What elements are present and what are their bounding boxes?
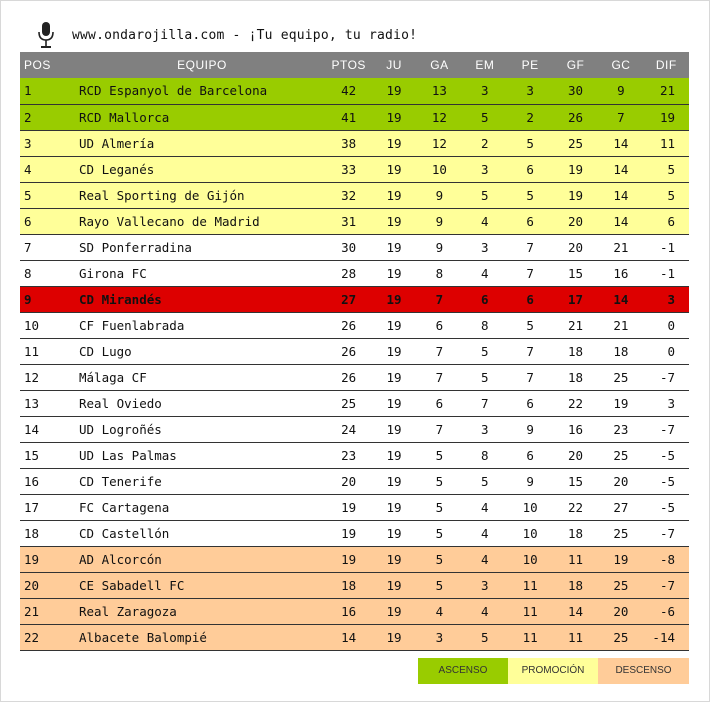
cell-gc: 14 xyxy=(598,130,643,156)
cell-dif: -14 xyxy=(644,624,689,650)
cell-ga: 7 xyxy=(417,286,462,312)
table-row xyxy=(20,416,689,442)
col-header-team: EQUIPO xyxy=(177,58,227,72)
cell-dif: 11 xyxy=(644,130,689,156)
cell-ptos: 41 xyxy=(326,104,371,130)
cell-ju: 19 xyxy=(371,130,416,156)
cell-pe: 5 xyxy=(508,182,553,208)
cell-ga: 5 xyxy=(417,442,462,468)
cell-ju: 19 xyxy=(371,546,416,572)
cell-pe: 6 xyxy=(508,286,553,312)
table-row xyxy=(20,260,689,286)
cell-pe: 10 xyxy=(508,520,553,546)
cell-pe: 7 xyxy=(508,234,553,260)
cell-ga: 7 xyxy=(417,338,462,364)
cell-gc: 25 xyxy=(598,624,643,650)
cell-gc: 23 xyxy=(598,416,643,442)
cell-em: 4 xyxy=(462,598,507,624)
cell-pos: 16 xyxy=(20,468,75,494)
cell-dif: -5 xyxy=(644,494,689,520)
cell-dif: 21 xyxy=(644,78,689,104)
cell-team: RCD Mallorca xyxy=(75,104,326,130)
cell-gf: 20 xyxy=(553,234,598,260)
cell-pe: 6 xyxy=(508,208,553,234)
cell-gf: 18 xyxy=(553,338,598,364)
cell-pos: 20 xyxy=(20,572,75,598)
col-header-ptos: PTOS xyxy=(331,58,366,72)
cell-em: 3 xyxy=(462,572,507,598)
cell-dif: 3 xyxy=(644,286,689,312)
cell-dif: 0 xyxy=(644,338,689,364)
table-row xyxy=(20,390,689,416)
cell-pos: 2 xyxy=(20,104,75,130)
table-row xyxy=(20,468,689,494)
cell-ju: 19 xyxy=(371,104,416,130)
cell-ju: 19 xyxy=(371,234,416,260)
cell-gc: 21 xyxy=(598,312,643,338)
cell-ju: 19 xyxy=(371,468,416,494)
table-row xyxy=(20,208,689,234)
cell-pe: 11 xyxy=(508,624,553,650)
cell-ju: 19 xyxy=(371,182,416,208)
site-title: www.ondarojilla.com - ¡Tu equipo, tu radio! xyxy=(72,27,418,43)
cell-ptos: 16 xyxy=(326,598,371,624)
cell-ga: 5 xyxy=(417,468,462,494)
cell-ga: 6 xyxy=(417,390,462,416)
cell-em: 8 xyxy=(462,312,507,338)
legend-promocion: PROMOCIÓN xyxy=(508,658,598,684)
cell-pos: 22 xyxy=(20,624,75,650)
cell-em: 5 xyxy=(462,104,507,130)
cell-ptos: 26 xyxy=(326,364,371,390)
cell-dif: -7 xyxy=(644,416,689,442)
cell-pe: 2 xyxy=(508,104,553,130)
standings-table xyxy=(20,52,689,651)
cell-ju: 19 xyxy=(371,442,416,468)
cell-team: SD Ponferradina xyxy=(75,234,326,260)
cell-dif: -7 xyxy=(644,364,689,390)
cell-dif: 19 xyxy=(644,104,689,130)
cell-pos: 5 xyxy=(20,182,75,208)
cell-gc: 21 xyxy=(598,234,643,260)
cell-ju: 19 xyxy=(371,364,416,390)
cell-team: UD Las Palmas xyxy=(75,442,326,468)
cell-pos: 14 xyxy=(20,416,75,442)
cell-ga: 5 xyxy=(417,546,462,572)
table-row xyxy=(20,546,689,572)
cell-em: 5 xyxy=(462,624,507,650)
cell-ju: 19 xyxy=(371,572,416,598)
cell-gf: 16 xyxy=(553,416,598,442)
cell-gf: 20 xyxy=(553,442,598,468)
cell-em: 2 xyxy=(462,130,507,156)
cell-pe: 9 xyxy=(508,416,553,442)
col-header-dif: DIF xyxy=(655,58,677,72)
table-row xyxy=(20,130,689,156)
cell-pe: 5 xyxy=(508,312,553,338)
cell-ga: 12 xyxy=(417,130,462,156)
cell-pe: 6 xyxy=(508,390,553,416)
cell-ju: 19 xyxy=(371,416,416,442)
cell-em: 4 xyxy=(462,520,507,546)
cell-gf: 18 xyxy=(553,572,598,598)
cell-pe: 3 xyxy=(508,78,553,104)
cell-pe: 7 xyxy=(508,364,553,390)
cell-gc: 25 xyxy=(598,442,643,468)
table-row xyxy=(20,364,689,390)
col-header-pe: PE xyxy=(521,58,539,72)
cell-gc: 27 xyxy=(598,494,643,520)
cell-team: Rayo Vallecano de Madrid xyxy=(75,208,326,234)
cell-gc: 14 xyxy=(598,156,643,182)
cell-pe: 10 xyxy=(508,494,553,520)
cell-ga: 5 xyxy=(417,572,462,598)
cell-ptos: 32 xyxy=(326,182,371,208)
cell-gc: 19 xyxy=(598,546,643,572)
col-header-ga: GA xyxy=(430,58,449,72)
cell-gf: 18 xyxy=(553,520,598,546)
cell-pos: 13 xyxy=(20,390,75,416)
cell-gf: 15 xyxy=(553,260,598,286)
cell-gf: 19 xyxy=(553,156,598,182)
cell-gc: 19 xyxy=(598,390,643,416)
cell-ju: 19 xyxy=(371,156,416,182)
cell-gf: 11 xyxy=(553,624,598,650)
cell-ju: 19 xyxy=(371,312,416,338)
cell-gf: 20 xyxy=(553,208,598,234)
cell-ju: 19 xyxy=(371,598,416,624)
cell-pos: 10 xyxy=(20,312,75,338)
cell-pe: 7 xyxy=(508,338,553,364)
cell-ju: 19 xyxy=(371,338,416,364)
cell-dif: -6 xyxy=(644,598,689,624)
table-row xyxy=(20,494,689,520)
cell-dif: -1 xyxy=(644,260,689,286)
legend-descenso: DESCENSO xyxy=(598,658,689,684)
cell-pe: 6 xyxy=(508,442,553,468)
col-header-ju: JU xyxy=(386,58,402,72)
cell-ptos: 19 xyxy=(326,520,371,546)
table-row xyxy=(20,312,689,338)
cell-em: 4 xyxy=(462,260,507,286)
cell-ga: 5 xyxy=(417,494,462,520)
cell-team: CF Fuenlabrada xyxy=(75,312,326,338)
cell-em: 4 xyxy=(462,208,507,234)
cell-em: 6 xyxy=(462,286,507,312)
cell-team: CD Tenerife xyxy=(75,468,326,494)
cell-ga: 6 xyxy=(417,312,462,338)
cell-ga: 10 xyxy=(417,156,462,182)
table-row xyxy=(20,104,689,130)
cell-ptos: 31 xyxy=(326,208,371,234)
cell-ju: 19 xyxy=(371,520,416,546)
cell-ju: 19 xyxy=(371,260,416,286)
cell-gc: 16 xyxy=(598,260,643,286)
cell-dif: -5 xyxy=(644,442,689,468)
cell-ju: 19 xyxy=(371,494,416,520)
cell-em: 3 xyxy=(462,156,507,182)
cell-pe: 10 xyxy=(508,546,553,572)
cell-ptos: 20 xyxy=(326,468,371,494)
table-row xyxy=(20,234,689,260)
cell-team: RCD Espanyol de Barcelona xyxy=(75,78,326,104)
cell-pos: 12 xyxy=(20,364,75,390)
cell-team: CD Leganés xyxy=(75,156,326,182)
cell-ju: 19 xyxy=(371,390,416,416)
cell-em: 8 xyxy=(462,442,507,468)
cell-pos: 6 xyxy=(20,208,75,234)
cell-gf: 17 xyxy=(553,286,598,312)
legend-ascenso: ASCENSO xyxy=(418,658,508,684)
cell-em: 4 xyxy=(462,494,507,520)
cell-pos: 4 xyxy=(20,156,75,182)
cell-pos: 15 xyxy=(20,442,75,468)
table-row xyxy=(20,598,689,624)
cell-ga: 9 xyxy=(417,234,462,260)
cell-gc: 20 xyxy=(598,468,643,494)
cell-pe: 5 xyxy=(508,130,553,156)
cell-gc: 25 xyxy=(598,572,643,598)
col-header-em: EM xyxy=(475,58,495,72)
cell-ptos: 38 xyxy=(326,130,371,156)
cell-pe: 6 xyxy=(508,156,553,182)
cell-ptos: 26 xyxy=(326,312,371,338)
cell-ga: 12 xyxy=(417,104,462,130)
cell-pe: 11 xyxy=(508,572,553,598)
table-row xyxy=(20,78,689,104)
cell-gf: 22 xyxy=(553,494,598,520)
cell-gc: 9 xyxy=(598,78,643,104)
cell-ga: 13 xyxy=(417,78,462,104)
cell-gf: 19 xyxy=(553,182,598,208)
cell-team: CE Sabadell FC xyxy=(75,572,326,598)
cell-pos: 1 xyxy=(20,78,75,104)
cell-dif: -1 xyxy=(644,234,689,260)
cell-ptos: 42 xyxy=(326,78,371,104)
cell-ga: 9 xyxy=(417,182,462,208)
cell-dif: 5 xyxy=(644,156,689,182)
cell-team: Real Zaragoza xyxy=(75,598,326,624)
col-header-gf: GF xyxy=(566,58,585,72)
cell-em: 5 xyxy=(462,364,507,390)
cell-ga: 8 xyxy=(417,260,462,286)
microphone-icon xyxy=(36,20,56,50)
cell-team: FC Cartagena xyxy=(75,494,326,520)
cell-gc: 14 xyxy=(598,208,643,234)
cell-ju: 19 xyxy=(371,286,416,312)
cell-ga: 5 xyxy=(417,520,462,546)
cell-team: Málaga CF xyxy=(75,364,326,390)
cell-ju: 19 xyxy=(371,78,416,104)
table-row xyxy=(20,442,689,468)
cell-gc: 14 xyxy=(598,182,643,208)
cell-ptos: 18 xyxy=(326,572,371,598)
cell-pos: 18 xyxy=(20,520,75,546)
cell-pos: 3 xyxy=(20,130,75,156)
cell-gf: 15 xyxy=(553,468,598,494)
cell-gf: 14 xyxy=(553,598,598,624)
cell-dif: -7 xyxy=(644,520,689,546)
cell-ptos: 19 xyxy=(326,546,371,572)
cell-ju: 19 xyxy=(371,624,416,650)
cell-ga: 3 xyxy=(417,624,462,650)
cell-pos: 9 xyxy=(20,286,75,312)
cell-ga: 7 xyxy=(417,364,462,390)
cell-dif: 0 xyxy=(644,312,689,338)
cell-gf: 11 xyxy=(553,546,598,572)
cell-pos: 19 xyxy=(20,546,75,572)
cell-gf: 26 xyxy=(553,104,598,130)
cell-team: UD Logroñés xyxy=(75,416,326,442)
cell-gc: 7 xyxy=(598,104,643,130)
cell-pe: 9 xyxy=(508,468,553,494)
cell-em: 4 xyxy=(462,546,507,572)
cell-gc: 20 xyxy=(598,598,643,624)
cell-dif: 5 xyxy=(644,182,689,208)
cell-em: 5 xyxy=(462,182,507,208)
table-row xyxy=(20,286,689,312)
cell-team: Real Sporting de Gijón xyxy=(75,182,326,208)
cell-ga: 7 xyxy=(417,416,462,442)
cell-ptos: 23 xyxy=(326,442,371,468)
cell-em: 7 xyxy=(462,390,507,416)
cell-ptos: 26 xyxy=(326,338,371,364)
table-row xyxy=(20,156,689,182)
cell-pos: 21 xyxy=(20,598,75,624)
table-row xyxy=(20,338,689,364)
cell-ptos: 24 xyxy=(326,416,371,442)
cell-ptos: 14 xyxy=(326,624,371,650)
cell-gc: 14 xyxy=(598,286,643,312)
cell-gf: 18 xyxy=(553,364,598,390)
cell-ptos: 30 xyxy=(326,234,371,260)
cell-gc: 25 xyxy=(598,364,643,390)
cell-gf: 21 xyxy=(553,312,598,338)
table-row xyxy=(20,624,689,650)
cell-em: 5 xyxy=(462,338,507,364)
cell-team: UD Almería xyxy=(75,130,326,156)
cell-ptos: 28 xyxy=(326,260,371,286)
cell-ptos: 19 xyxy=(326,494,371,520)
cell-gf: 25 xyxy=(553,130,598,156)
cell-team: Albacete Balompié xyxy=(75,624,326,650)
cell-team: CD Castellón xyxy=(75,520,326,546)
cell-team: Girona FC xyxy=(75,260,326,286)
cell-gc: 25 xyxy=(598,520,643,546)
cell-pos: 11 xyxy=(20,338,75,364)
cell-em: 3 xyxy=(462,416,507,442)
cell-dif: -5 xyxy=(644,468,689,494)
cell-team: CD Lugo xyxy=(75,338,326,364)
standings-body xyxy=(20,78,689,650)
table-row xyxy=(20,572,689,598)
col-header-gc: GC xyxy=(611,58,631,72)
cell-ju: 19 xyxy=(371,208,416,234)
cell-em: 3 xyxy=(462,78,507,104)
cell-gc: 18 xyxy=(598,338,643,364)
cell-ga: 4 xyxy=(417,598,462,624)
cell-pos: 7 xyxy=(20,234,75,260)
cell-em: 3 xyxy=(462,234,507,260)
cell-pe: 11 xyxy=(508,598,553,624)
table-header-row xyxy=(20,52,689,78)
cell-ptos: 33 xyxy=(326,156,371,182)
cell-dif: 3 xyxy=(644,390,689,416)
cell-ga: 9 xyxy=(417,208,462,234)
cell-team: CD Mirandés xyxy=(75,286,326,312)
cell-pos: 8 xyxy=(20,260,75,286)
cell-ptos: 25 xyxy=(326,390,371,416)
table-row xyxy=(20,182,689,208)
cell-dif: 6 xyxy=(644,208,689,234)
site-header xyxy=(36,20,417,50)
table-row xyxy=(20,520,689,546)
cell-dif: -8 xyxy=(644,546,689,572)
cell-team: AD Alcorcón xyxy=(75,546,326,572)
cell-gf: 30 xyxy=(553,78,598,104)
cell-em: 5 xyxy=(462,468,507,494)
cell-gf: 22 xyxy=(553,390,598,416)
cell-pos: 17 xyxy=(20,494,75,520)
cell-dif: -7 xyxy=(644,572,689,598)
cell-pe: 7 xyxy=(508,260,553,286)
col-header-pos: POS xyxy=(24,58,51,72)
cell-ptos: 27 xyxy=(326,286,371,312)
cell-team: Real Oviedo xyxy=(75,390,326,416)
